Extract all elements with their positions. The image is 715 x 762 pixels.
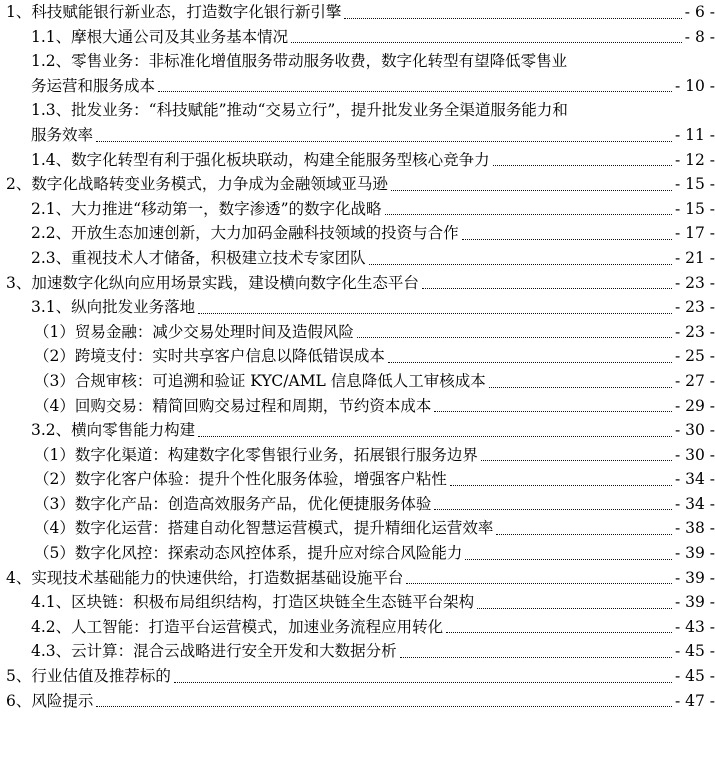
toc-entry-title: （3）合规审核：可追溯和验证 KYC/AML 信息降低人工审核成本 <box>34 371 486 390</box>
toc-entry[interactable] <box>0 221 715 246</box>
toc-entry-title: 2.2、开放生态加速创新，大力加码金融科技领域的投资与合作 <box>31 224 459 243</box>
dot-leader <box>450 485 672 486</box>
toc-page-number: - 45 - <box>674 642 715 661</box>
toc-entry-title: 2.1、大力推进“移动第一，数字渗透”的数字化战略 <box>31 199 382 218</box>
toc-entry[interactable] <box>0 197 715 222</box>
toc-entry-title: 4.1、区块链：积极布局组织结构，打造区块链全生态链平台架构 <box>31 593 475 612</box>
toc-page-number: - 45 - <box>674 667 715 686</box>
toc-entry[interactable] <box>0 271 715 296</box>
toc-entry-title-line1: 1.2、零售业务：非标准化增值服务带动服务收费，数字化转型有望降低零售业 <box>31 52 568 71</box>
dot-leader <box>291 42 682 43</box>
toc-entry[interactable] <box>0 492 715 517</box>
toc-entry[interactable] <box>0 639 715 664</box>
toc-page-number: - 29 - <box>674 396 715 415</box>
toc-page-number: - 10 - <box>674 76 715 95</box>
toc-entry-title: 5、行业估值及推荐标的 <box>6 667 171 686</box>
toc-entry[interactable] <box>0 516 715 541</box>
toc-page-number: - 34 - <box>674 494 715 513</box>
toc-page-number: - 38 - <box>674 519 715 538</box>
toc-entry-title: （4）回购交易：精简回购交易过程和周期，节约资本成本 <box>34 396 432 415</box>
toc-entry-title: （3）数字化产品：创造高效服务产品，优化便捷服务体验 <box>34 494 432 513</box>
toc-page-number: - 8 - <box>684 27 715 46</box>
toc-entry[interactable] <box>0 25 715 50</box>
dot-leader <box>489 387 672 388</box>
dot-leader <box>446 632 672 633</box>
toc-entry-title: 2.3、重视技术人才储备，积极建立技术专家团队 <box>31 248 366 267</box>
toc-entry-title: 4.3、云计算：混合云战略进行安全开发和大数据分析 <box>31 642 397 661</box>
toc-entry-title: 6、风险提示 <box>6 691 94 710</box>
toc-page-number: - 30 - <box>674 445 715 464</box>
toc-entry[interactable] <box>0 369 715 394</box>
toc-entry[interactable] <box>0 566 715 591</box>
toc-entry[interactable] <box>0 541 715 566</box>
dot-leader <box>96 706 672 707</box>
dot-leader <box>344 18 681 19</box>
toc-entry[interactable] <box>0 98 715 147</box>
toc-entry-title: 4.2、人工智能：打造平台运营模式，加速业务流程应用转化 <box>31 617 444 636</box>
toc-entry-title: （4）数字化运营：搭建自动化智慧运营模式，提升精细化运营效率 <box>34 519 494 538</box>
toc-entry-title: 4、实现技术基础能力的快速供给，打造数据基础设施平台 <box>6 568 404 587</box>
toc-entry[interactable] <box>0 0 715 25</box>
dot-leader <box>477 608 672 609</box>
dot-leader <box>369 264 672 265</box>
dot-leader <box>462 239 672 240</box>
dot-leader <box>391 190 672 191</box>
dot-leader <box>496 534 672 535</box>
toc-entry-title-line1: 1.3、批发业务：“科技赋能”推动“交易立行”，提升批发业务全渠道服务能力和 <box>31 101 568 120</box>
toc-page-number: - 39 - <box>674 544 715 563</box>
toc-entry[interactable] <box>0 172 715 197</box>
toc-entry-title: 1.4、数字化转型有利于强化板块联动，构建全能服务型核心竞争力 <box>31 150 490 169</box>
toc-entry-title: （2）数字化客户体验：提升个性化服务体验，增强客户粘性 <box>34 470 447 489</box>
toc-page-number: - 23 - <box>674 273 715 292</box>
toc-entry[interactable] <box>0 246 715 271</box>
toc-page-number: - 47 - <box>674 691 715 710</box>
toc-page-number: - 21 - <box>674 248 715 267</box>
dot-leader <box>406 583 672 584</box>
toc-entry-title: 3.2、横向零售能力构建 <box>31 421 196 440</box>
toc-entry[interactable] <box>0 394 715 419</box>
toc-page-number: - 23 - <box>674 322 715 341</box>
toc-entry[interactable] <box>0 590 715 615</box>
toc-page-number: - 11 - <box>674 125 715 144</box>
toc-entry[interactable] <box>0 295 715 320</box>
toc-page-number: - 30 - <box>674 421 715 440</box>
toc-page-number: - 17 - <box>674 224 715 243</box>
dot-leader <box>481 460 672 461</box>
dot-leader <box>493 165 672 166</box>
toc-page-number: - 39 - <box>674 593 715 612</box>
dot-leader <box>174 682 672 683</box>
toc-entry-title: （2）跨境支付：实时共享客户信息以降低错误成本 <box>34 347 385 366</box>
dot-leader <box>400 657 672 658</box>
toc-page-number: - 43 - <box>674 617 715 636</box>
toc-entry-title: 3.1、纵向批发业务落地 <box>31 298 196 317</box>
toc-entry-title: 1、科技赋能银行新业态，打造数字化银行新引擎 <box>6 3 342 21</box>
toc-page-number: - 39 - <box>674 568 715 587</box>
dot-leader <box>434 509 672 510</box>
dot-leader <box>357 337 672 338</box>
toc-page-number: - 23 - <box>674 298 715 317</box>
toc-page-number: - 34 - <box>674 470 715 489</box>
dot-leader <box>158 91 672 92</box>
toc-entry[interactable] <box>0 418 715 443</box>
toc-entry[interactable] <box>0 689 715 714</box>
dot-leader <box>422 288 672 289</box>
dot-leader <box>434 411 672 412</box>
toc-entry-title: （1）贸易金融：减少交易处理时间及造假风险 <box>34 322 354 341</box>
toc-page-number: - 25 - <box>674 347 715 366</box>
toc-entry-title: 2、数字化战略转变业务模式，力争成为金融领域亚马逊 <box>6 175 388 194</box>
dot-leader <box>198 436 672 437</box>
toc-entry[interactable] <box>0 320 715 345</box>
toc-page-number: - 12 - <box>674 150 715 169</box>
toc-entry[interactable] <box>0 443 715 468</box>
toc-entry[interactable] <box>0 615 715 640</box>
dot-leader <box>96 141 672 142</box>
dot-leader <box>385 214 672 215</box>
dot-leader <box>388 362 672 363</box>
toc-page-number: - 6 - <box>684 3 715 21</box>
dot-leader <box>465 559 672 560</box>
toc-entry[interactable] <box>0 344 715 369</box>
toc-entry[interactable] <box>0 148 715 173</box>
toc-page-number: - 15 - <box>674 175 715 194</box>
dot-leader <box>198 313 672 314</box>
toc-entry[interactable] <box>0 467 715 492</box>
toc-entry-title: （5）数字化风控：探索动态风控体系，提升应对综合风险能力 <box>34 544 463 563</box>
toc-page-number: - 15 - <box>674 199 715 218</box>
toc-entry-title-line2: 务运营和服务成本 <box>31 76 156 95</box>
toc-entry-title: 3、加速数字化纵向应用场景实践，建设横向数字化生态平台 <box>6 273 419 292</box>
toc-entry-title-line2: 服务效率 <box>31 125 94 144</box>
toc-entry-title: 1.1、摩根大通公司及其业务基本情况 <box>31 27 289 46</box>
toc-page-number: - 27 - <box>674 371 715 390</box>
toc-entry[interactable] <box>0 664 715 689</box>
toc-entry-title: （1）数字化渠道：构建数字化零售银行业务，拓展银行服务边界 <box>34 445 478 464</box>
toc-entry[interactable] <box>0 49 715 98</box>
